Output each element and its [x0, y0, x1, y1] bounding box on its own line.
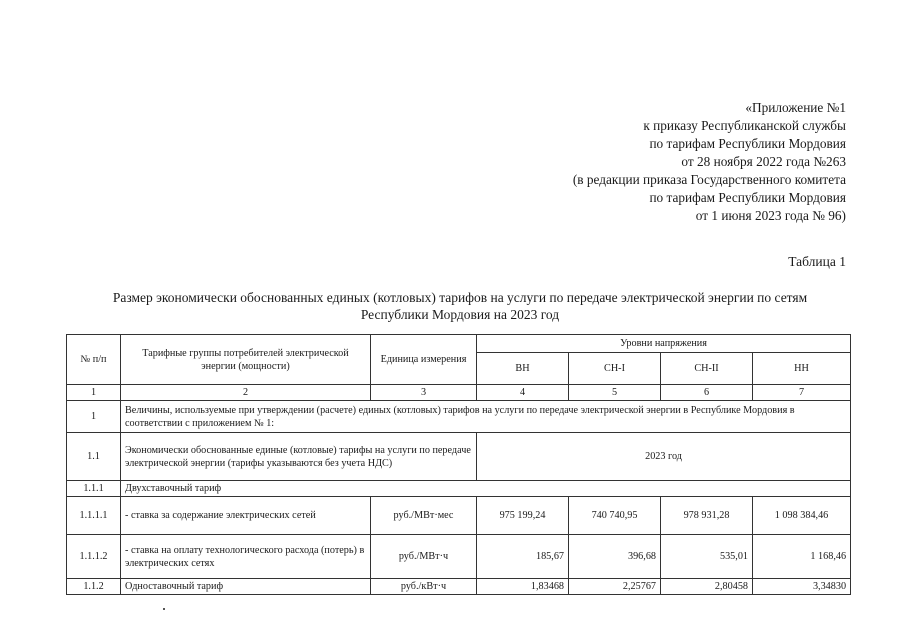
section-row [67, 401, 851, 433]
row-vn: 975 199,24 [477, 497, 569, 535]
column-number: 4 [477, 385, 569, 401]
subsection-text: Экономически обоснованные единые (котловые) тарифы на услуги по передаче электрической энергии (тарифы указываются без учета НДС) [121, 433, 477, 481]
table-head-row [67, 335, 851, 353]
scan-speck [163, 608, 165, 610]
subsection-row [67, 433, 851, 481]
appendix-header [573, 99, 846, 225]
two-part-num: 1.1.1 [67, 481, 121, 497]
head-num: № п/п [67, 335, 121, 385]
row-sn1: 396,68 [569, 535, 661, 579]
head-sn2: СН-II [661, 353, 753, 385]
row-unit: руб./МВт·мес [371, 497, 477, 535]
subsection-num: 1.1 [67, 433, 121, 481]
row-name: - ставка за содержание электрических сетей [121, 497, 371, 535]
row-nn: 1 168,46 [753, 535, 851, 579]
section-num: 1 [67, 401, 121, 433]
row-num: 1.1.2 [67, 579, 121, 595]
column-number: 1 [67, 385, 121, 401]
row-vn: 1,83468 [477, 579, 569, 595]
title-line: Республики Мордовия на 2023 год [360, 307, 560, 322]
head-unit: Единица измерения [371, 335, 477, 385]
row-num: 1.1.1.2 [67, 535, 121, 579]
header-line: по тарифам Республики Мордовия [649, 190, 846, 205]
row-unit: руб./кВт·ч [371, 579, 477, 595]
head-sn1: СН-I [569, 353, 661, 385]
row-sn1: 740 740,95 [569, 497, 661, 535]
section-text: Величины, используемые при утверждении (расчете) единых (котловых) тарифов на услуги по передаче электрической энергии в Республике Мордовия в соответствии с приложением № 1: [121, 401, 851, 433]
header-line: к приказу Республиканской службы [643, 118, 846, 133]
table-row [67, 497, 851, 535]
column-number: 3 [371, 385, 477, 401]
row-name: - ставка на оплату технологического расхода (потерь) в электрических сетях [121, 535, 371, 579]
column-number: 2 [121, 385, 371, 401]
column-number: 7 [753, 385, 851, 401]
row-num: 1.1.1.1 [67, 497, 121, 535]
head-vn: ВН [477, 353, 569, 385]
two-part-text: Двухставочный тариф [121, 481, 851, 497]
tariff-table [66, 334, 851, 595]
header-line: от 28 ноября 2022 года №263 [681, 154, 846, 169]
header-line: (в редакции приказа Государственного комитета [572, 172, 846, 187]
head-nn: НН [753, 353, 851, 385]
row-name: Одноставочный тариф [121, 579, 371, 595]
title-line: Размер экономически обоснованных единых (котловых) тарифов на услуги по передаче электрической энергии по сетям [112, 290, 808, 305]
header-line: от 1 июня 2023 года № 96) [695, 208, 846, 223]
table-row [67, 579, 851, 595]
column-number-row [67, 385, 851, 401]
row-nn: 1 098 384,46 [753, 497, 851, 535]
head-voltage-levels: Уровни напряжения [477, 335, 851, 353]
subsection-year: 2023 год [477, 433, 851, 481]
column-number: 6 [661, 385, 753, 401]
table-row [67, 535, 851, 579]
row-sn2: 535,01 [661, 535, 753, 579]
row-vn: 185,67 [477, 535, 569, 579]
row-sn2: 2,80458 [661, 579, 753, 595]
row-sn2: 978 931,28 [661, 497, 753, 535]
document-title [60, 289, 860, 323]
head-group: Тарифные группы потребителей электрической энергии (мощности) [121, 335, 371, 385]
row-sn1: 2,25767 [569, 579, 661, 595]
row-unit: руб./МВт·ч [371, 535, 477, 579]
header-line: по тарифам Республики Мордовия [649, 136, 846, 151]
row-nn: 3,34830 [753, 579, 851, 595]
column-number: 5 [569, 385, 661, 401]
table-label: Таблица 1 [788, 254, 846, 269]
two-part-row [67, 481, 851, 497]
header-line: «Приложение №1 [745, 100, 846, 115]
